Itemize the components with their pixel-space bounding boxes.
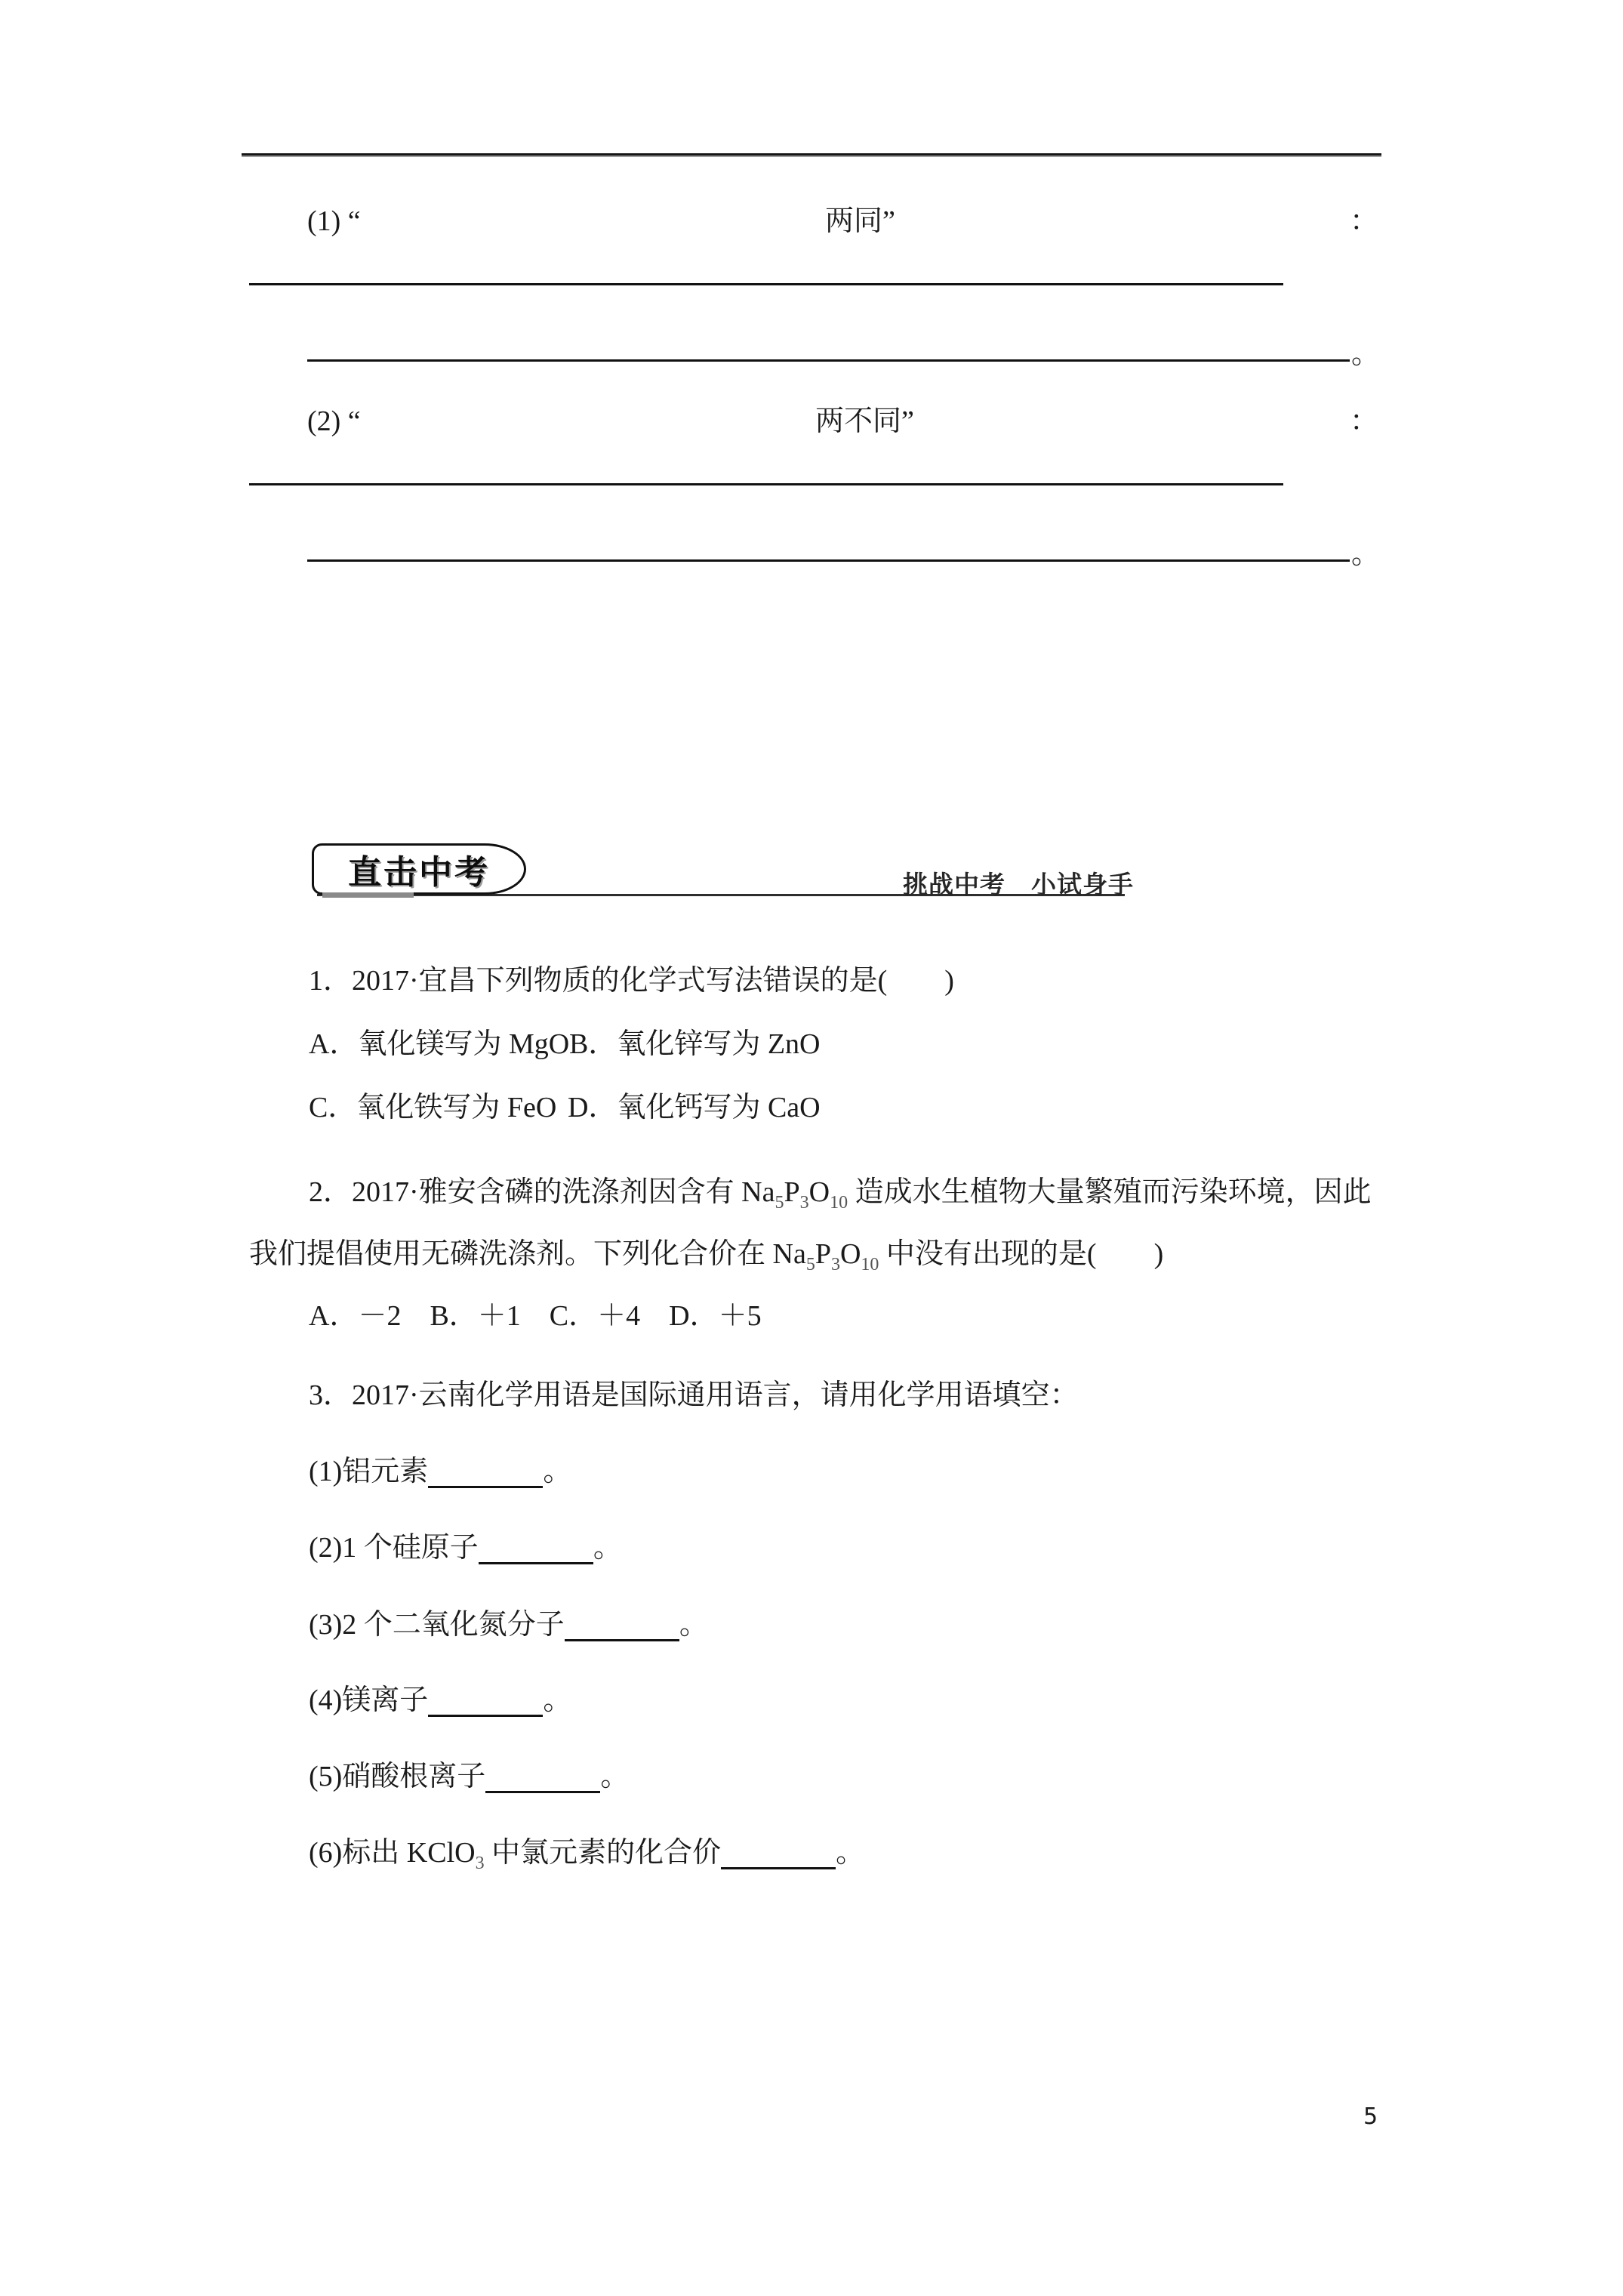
question-3-item2: [309, 1531, 622, 1564]
question-2-line2-text: 我们提倡使用无磷洗涤剂。下列化合价在: [249, 1238, 773, 1270]
chemical-formula-na5p3o10: $Na_5P_3O_{10}$: [741, 1176, 848, 1213]
fill-item2-label: (2) “: [307, 405, 361, 437]
kclo3-subscript: 3: [475, 1854, 485, 1873]
section-badge: [312, 843, 526, 895]
item-period: 。: [836, 1837, 865, 1869]
chemical-formula-na5p3o10: $Na_5P_3O_{10}$: [772, 1238, 879, 1274]
item-period: 。: [543, 1456, 572, 1487]
question-2-line1-text-end: 造成水生植物大量繁殖而污染环境，因此: [848, 1176, 1372, 1208]
question-2-line1-text: 2．2017·雅安含磷的洗涤剂因含有: [309, 1176, 742, 1208]
answer-line-period: 。: [1351, 538, 1381, 570]
question-2-line2: [249, 1237, 1163, 1281]
question-1-title: 1．2017·宜昌下列物质的化学式写法错误的是( ): [309, 965, 954, 997]
question-3-title: 3．2017·云南化学用语是国际通用语言，请用化学用语填空：: [309, 1379, 1079, 1411]
question-1-option-b: B．氧化锌写为 ZnO: [569, 1028, 821, 1060]
question-3-item6-text-end: 中氯元素的化合价: [484, 1837, 722, 1869]
section-badge-subtitle: 挑战中考 小试身手: [903, 870, 1134, 899]
section-badge-title: 直击中考: [348, 853, 490, 892]
fill-blank: [485, 1768, 600, 1793]
item-period: 。: [593, 1532, 622, 1564]
answer-line: [249, 483, 1283, 485]
fill-item1-phrase: 两同”: [825, 205, 895, 237]
badge-shadow-bar: [322, 892, 414, 898]
question-3-item6: [309, 1836, 864, 1880]
fill-item1-label: (1) “: [307, 205, 361, 237]
question-3-item6-text: (6)标出 KClO: [309, 1837, 476, 1869]
question-1-option-a: A．氧化镁写为 MgO: [309, 1028, 570, 1060]
fill-item1-colon: ：: [1350, 205, 1379, 237]
answer-line: [307, 359, 1350, 362]
item-period: 。: [679, 1609, 708, 1641]
fill-blank: [721, 1845, 836, 1869]
question-3-item1: [309, 1455, 571, 1488]
answer-line: [307, 559, 1350, 562]
question-3-item2-text: (2)1 个硅原子: [309, 1532, 479, 1564]
fill-blank: [428, 1692, 543, 1717]
item-period: 。: [600, 1761, 630, 1792]
question-3-item5-text: (5)硝酸根离子: [309, 1761, 486, 1792]
fill-blank: [479, 1539, 593, 1564]
fill-blank: [428, 1463, 543, 1488]
question-3-item5: [309, 1760, 629, 1793]
question-3-item4: [309, 1684, 571, 1717]
page-number: 5: [1363, 2103, 1378, 2130]
section-divider-rule: [242, 153, 1381, 156]
fill-blank: [565, 1616, 679, 1641]
question-3-item3-text: (3)2 个二氧化氮分子: [309, 1609, 565, 1641]
answer-line-period: 。: [1351, 338, 1381, 370]
item-period: 。: [543, 1684, 572, 1716]
fill-item2-colon: ：: [1350, 405, 1379, 437]
question-2-line1: [309, 1176, 1372, 1219]
question-3-item1-text: (1)铝元素: [309, 1456, 429, 1487]
question-3-item4-text: (4)镁离子: [309, 1684, 429, 1716]
question-1-option-c: C．氧化铁写为 FeO: [309, 1092, 557, 1123]
question-2-line2-text-end: 中没有出现的是( ): [879, 1238, 1164, 1270]
question-1-option-d: D．氧化钙写为 CaO: [568, 1092, 821, 1123]
question-3-item3: [309, 1608, 708, 1641]
question-2-options: A．－2 B．＋1 C．＋4 D．＋5: [309, 1300, 762, 1332]
fill-item2-phrase: 两不同”: [815, 405, 914, 437]
answer-line: [249, 283, 1283, 285]
